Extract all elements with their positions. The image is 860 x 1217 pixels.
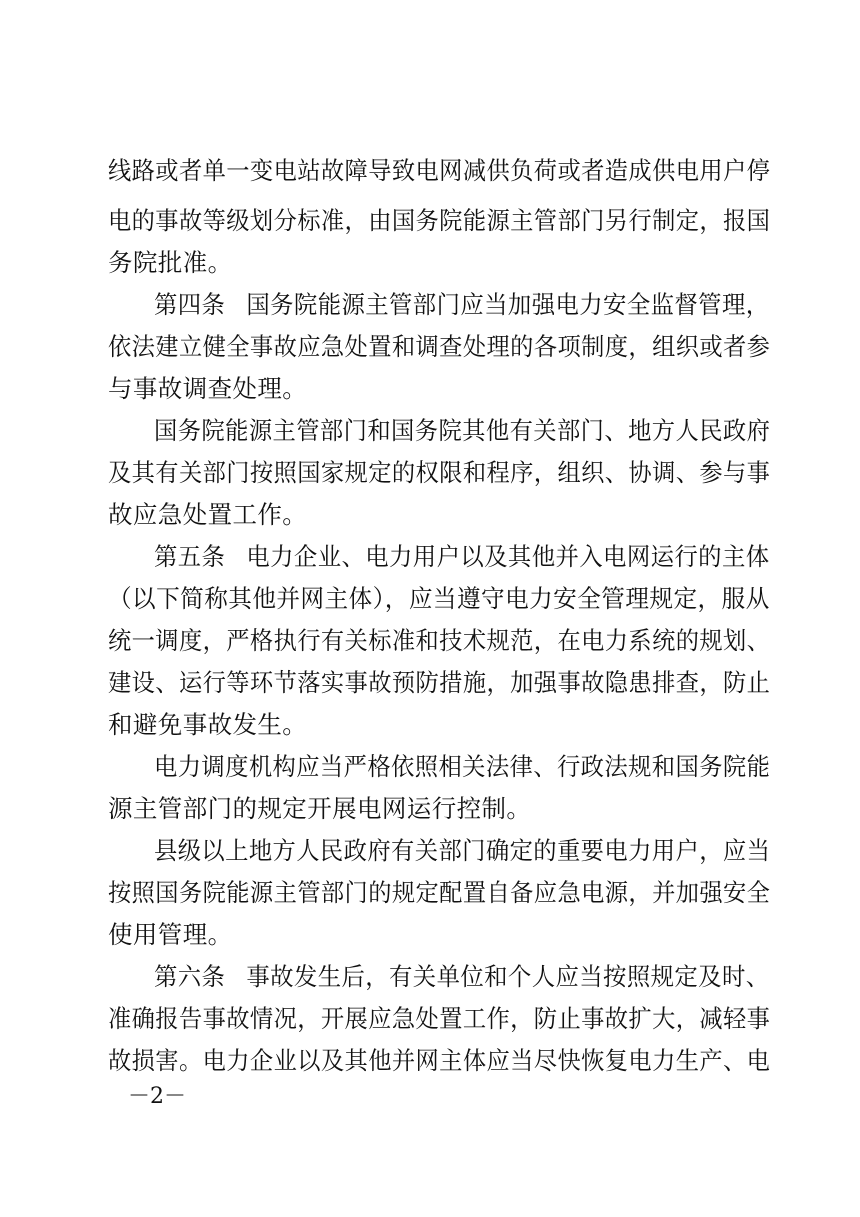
- article-heading: 第四条: [154, 290, 226, 319]
- text-line: （以下简称其他并网主体），应当遵守电力安全管理规定，服从: [108, 584, 770, 613]
- text-line: 使用管理。: [108, 920, 233, 949]
- text-line: 统一调度，严格执行有关标准和技术规范，在电力系统的规划、: [108, 626, 771, 655]
- text-line: 及其有关部门按照国家规定的权限和程序，组织、协调、参与事: [108, 458, 771, 487]
- paragraph-start: 国务院能源主管部门和国务院其他有关部门、地方人民政府: [154, 416, 771, 445]
- page-number: －2－: [128, 1084, 186, 1109]
- text-line: 依法建立健全事故应急处置和调查处理的各项制度，组织或者参: [108, 332, 771, 361]
- paragraph-article-4: 第四条 国务院能源主管部门应当加强电力安全监督管理，: [154, 290, 770, 319]
- paragraph-start: 县级以上地方人民政府有关部门确定的重要电力用户，应当: [154, 836, 771, 865]
- text-line: 务院批准。: [108, 248, 233, 277]
- text-line: 准确报告事故情况，开展应急处置工作，防止事故扩大，减轻事: [108, 1004, 771, 1033]
- text-line: 线路或者单一变电站故障导致电网减供负荷或者造成供电用户停: [108, 156, 771, 185]
- paragraph-article-5: 第五条 电力企业、电力用户以及其他并入电网运行的主体: [154, 542, 770, 571]
- text-line: 故损害。电力企业以及其他并网主体应当尽快恢复电力生产、电: [108, 1046, 771, 1075]
- text-line: 建设、运行等环节落实事故预防措施，加强事故隐患排查，防止: [108, 668, 771, 697]
- text-line: 电的事故等级划分标准，由国务院能源主管部门另行制定，报国: [108, 206, 771, 235]
- article-heading: 第六条: [154, 962, 226, 991]
- text-line: 和避免事故发生。: [108, 710, 308, 739]
- text-line: 源主管部门的规定开展电网运行控制。: [108, 794, 532, 823]
- text-line: 与事故调查处理。: [108, 374, 308, 403]
- paragraph-article-6: 第六条 事故发生后，有关单位和个人应当按照规定及时、: [154, 962, 770, 991]
- text-line: 按照国务院能源主管部门的规定配置自备应急电源，并加强安全: [108, 878, 771, 907]
- paragraph-start: 电力调度机构应当严格依照相关法律、行政法规和国务院能: [154, 752, 771, 781]
- text-line: 故应急处置工作。: [108, 500, 308, 529]
- article-heading: 第五条: [154, 542, 226, 571]
